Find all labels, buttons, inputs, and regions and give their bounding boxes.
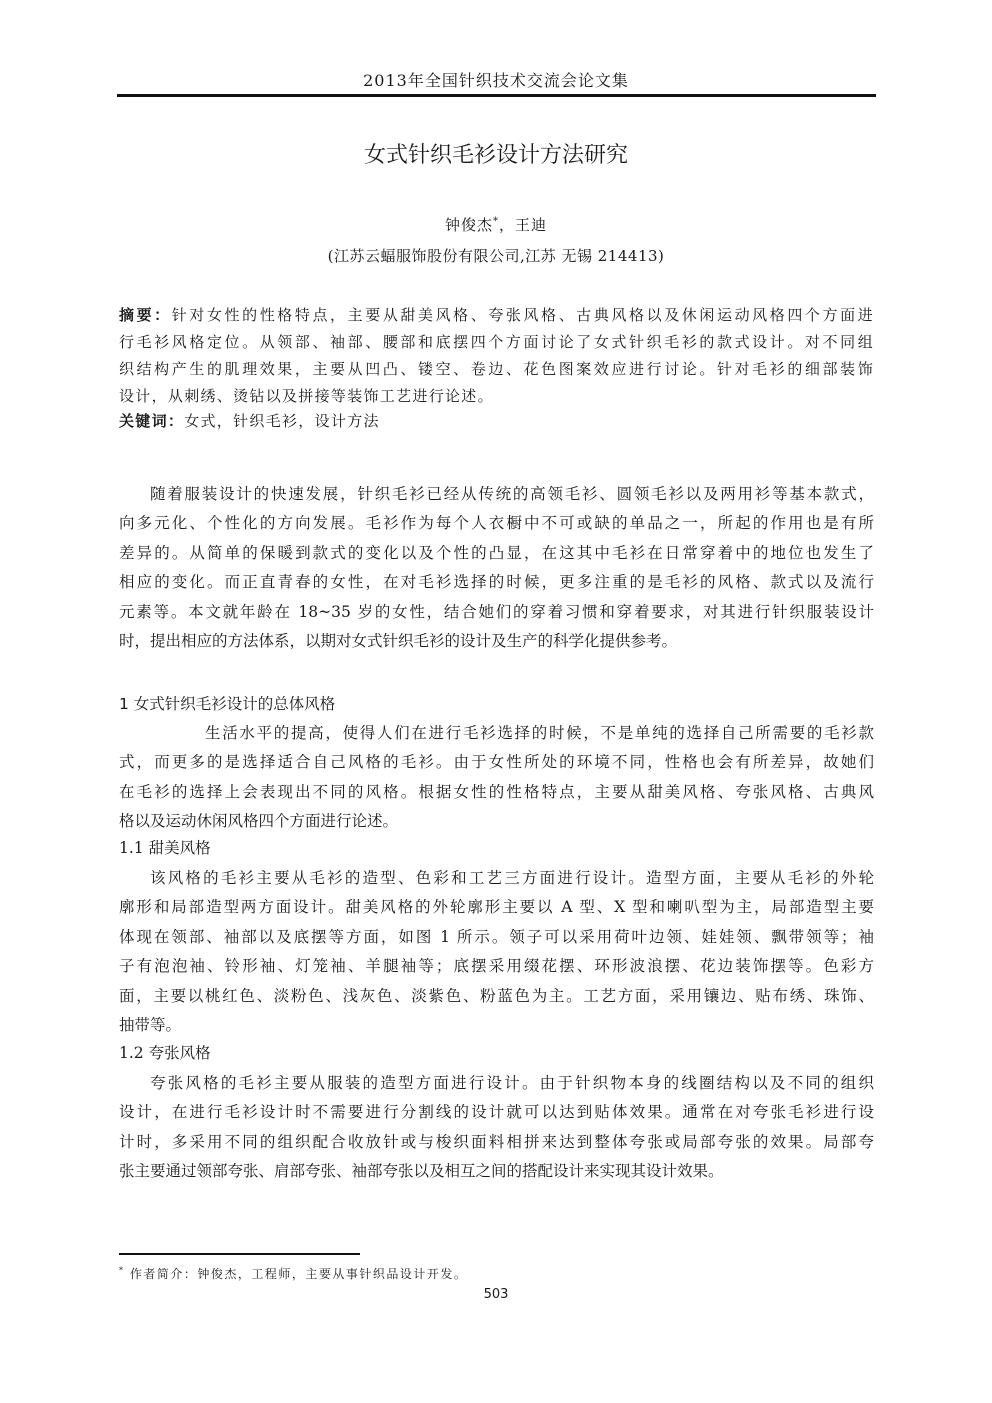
paper-title: 女式针织毛衫设计方法研究 [363, 143, 628, 168]
text-line: 面，主要以桃红色、淡粉色、浅灰色、淡紫色、粉蓝色为主。工艺方面，采用镶边、贴布绣、珠饰、 [119, 986, 874, 1005]
keywords-text: 女式，针织毛衫，设计方法 [184, 412, 380, 430]
section-title: 夸张风格 [148, 1044, 211, 1062]
footnote-text: 作者简介：钟俊杰，工程师，主要从事针织品设计开发。 [124, 1267, 468, 1281]
section-1-heading: 1 女式针织毛衫设计的总体风格 [119, 695, 336, 713]
text-line: 式，而更多的是选择适合自己风格的毛衫。由于女性所处的环境不同，性格也会有所差异，故她们 [119, 753, 874, 772]
section-1-paragraph [119, 719, 874, 837]
section-1-1-heading [119, 836, 211, 858]
text-line: 相应的变化。而正直青春的女性，在对毛衫选择的时候，更多注重的是毛衫的风格、款式以及流行 [119, 573, 874, 592]
abstract-line: 织结构产生的肌理效果，主要从凹凸、镂空、卷边、花色图案效应进行讨论。针对毛衫的细部装饰 [119, 360, 874, 378]
section-1-1-paragraph [119, 864, 874, 1040]
page-number: 503 [483, 1287, 509, 1302]
text-line: 该风格的毛衫主要从毛衫的造型、色彩和工艺三方面进行设计。造型方面，主要从毛衫的外轮 [150, 869, 874, 887]
text-line: 时，提出相应的方法体系，以期对女式针织毛衫的设计及生产的科学化提供参考。 [119, 631, 678, 650]
author-1: 钟俊杰 [444, 216, 493, 234]
intro-paragraph [119, 480, 874, 656]
text-line: 向多元化、个性化的方向发展。毛衫作为每个人衣橱中不可或缺的单品之一，所起的作用也是有所 [119, 514, 874, 533]
footnote-mark: * [119, 1266, 125, 1275]
affiliation: (江苏云蝠服饰股份有限公司,江苏 无锡 214413) [327, 247, 665, 265]
authors [0, 214, 992, 235]
text-line: 张主要通过领部夸张、肩部夸张、袖部夸张以及相互之间的搭配设计来实现其设计效果。 [119, 1162, 724, 1181]
text-line: 格以及运动休闲风格四个方面进行论述。 [119, 812, 399, 831]
text-line: 廓形和局部造型两方面设计。甜美风格的外轮廓形主要以 A 型、X 型和喇叭型为主，局部造型主要 [119, 898, 874, 917]
abstract-line: 设计，从刺绣、烫钻以及拼接等装饰工艺进行论述。 [119, 387, 494, 405]
author-footnote-mark: * [493, 216, 499, 227]
text-line: 设计，在进行毛衫设计时不需要进行分割线的设计就可以达到贴体效果。通常在对夸张毛衫进行设 [119, 1103, 874, 1122]
abstract [119, 302, 874, 410]
text-line: 随着服装设计的快速发展，针织毛衫已经从传统的高领毛衫、圆领毛衫以及两用衫等基本款式， [150, 485, 874, 503]
text-line: 体现在领部、袖部以及底摆等方面，如图 1 所示。领子可以采用荷叶边领、娃娃领、飘带领等；袖 [119, 927, 874, 946]
author-2: ，王迪 [499, 216, 548, 234]
header-rule [117, 94, 876, 97]
section-number: 1.1 [119, 839, 149, 857]
keywords-label: 关键词： [119, 412, 185, 430]
section-number: 1.2 [119, 1044, 149, 1062]
running-header: 2013年全国针织技术交流会论文集 [363, 71, 629, 90]
abstract-line: 摘要：针对女性的性格特点，主要从甜美风格、夸张风格、古典风格以及休闲运动风格四个方面进 [119, 306, 874, 324]
section-1-2-heading [119, 1041, 211, 1063]
footnote [119, 1265, 467, 1282]
text-line: 在毛衫的选择上会表现出不同的风格。根据女性的性格特点，主要从甜美风格、夸张风格、古典风 [119, 782, 874, 801]
section-title: 甜美风格 [148, 839, 211, 857]
section-1-2-paragraph [119, 1069, 874, 1187]
keywords [119, 410, 380, 431]
text-line: 元素等。本文就年龄在 18~35 岁的女性，结合她们的穿着习惯和穿着要求，对其进行针织服装设计 [119, 602, 874, 621]
text-line: 夸张风格的毛衫主要从服装的造型方面进行设计。由于针织物本身的线圈结构以及不同的组织 [150, 1074, 874, 1092]
text-line: 子有泡泡袖、铃形袖、灯笼袖、羊腿袖等；底摆采用缀花摆、环形波浪摆、花边装饰摆等。色彩方 [119, 957, 874, 976]
abstract-line: 行毛衫风格定位。从领部、袖部、腰部和底摆四个方面讨论了女式针织毛衫的款式设计。对不同组 [119, 333, 874, 351]
abstract-label: 摘要： [119, 306, 172, 324]
text-line: 抽带等。 [119, 1015, 182, 1034]
text-line: 计时，多采用不同的组织配合收放针或与梭织面料相拼来达到整体夸张或局部夸张的效果。局部夸 [119, 1132, 874, 1151]
text-line: 生活水平的提高，使得人们在进行毛衫选择的时候，不是单纯的选择自己所需要的毛衫款 [205, 724, 874, 742]
text-line: 差异的。从简单的保暖到款式的变化以及个性的凸显，在这其中毛衫在日常穿着中的地位也发生了 [119, 543, 874, 562]
footnote-rule [119, 1253, 360, 1255]
